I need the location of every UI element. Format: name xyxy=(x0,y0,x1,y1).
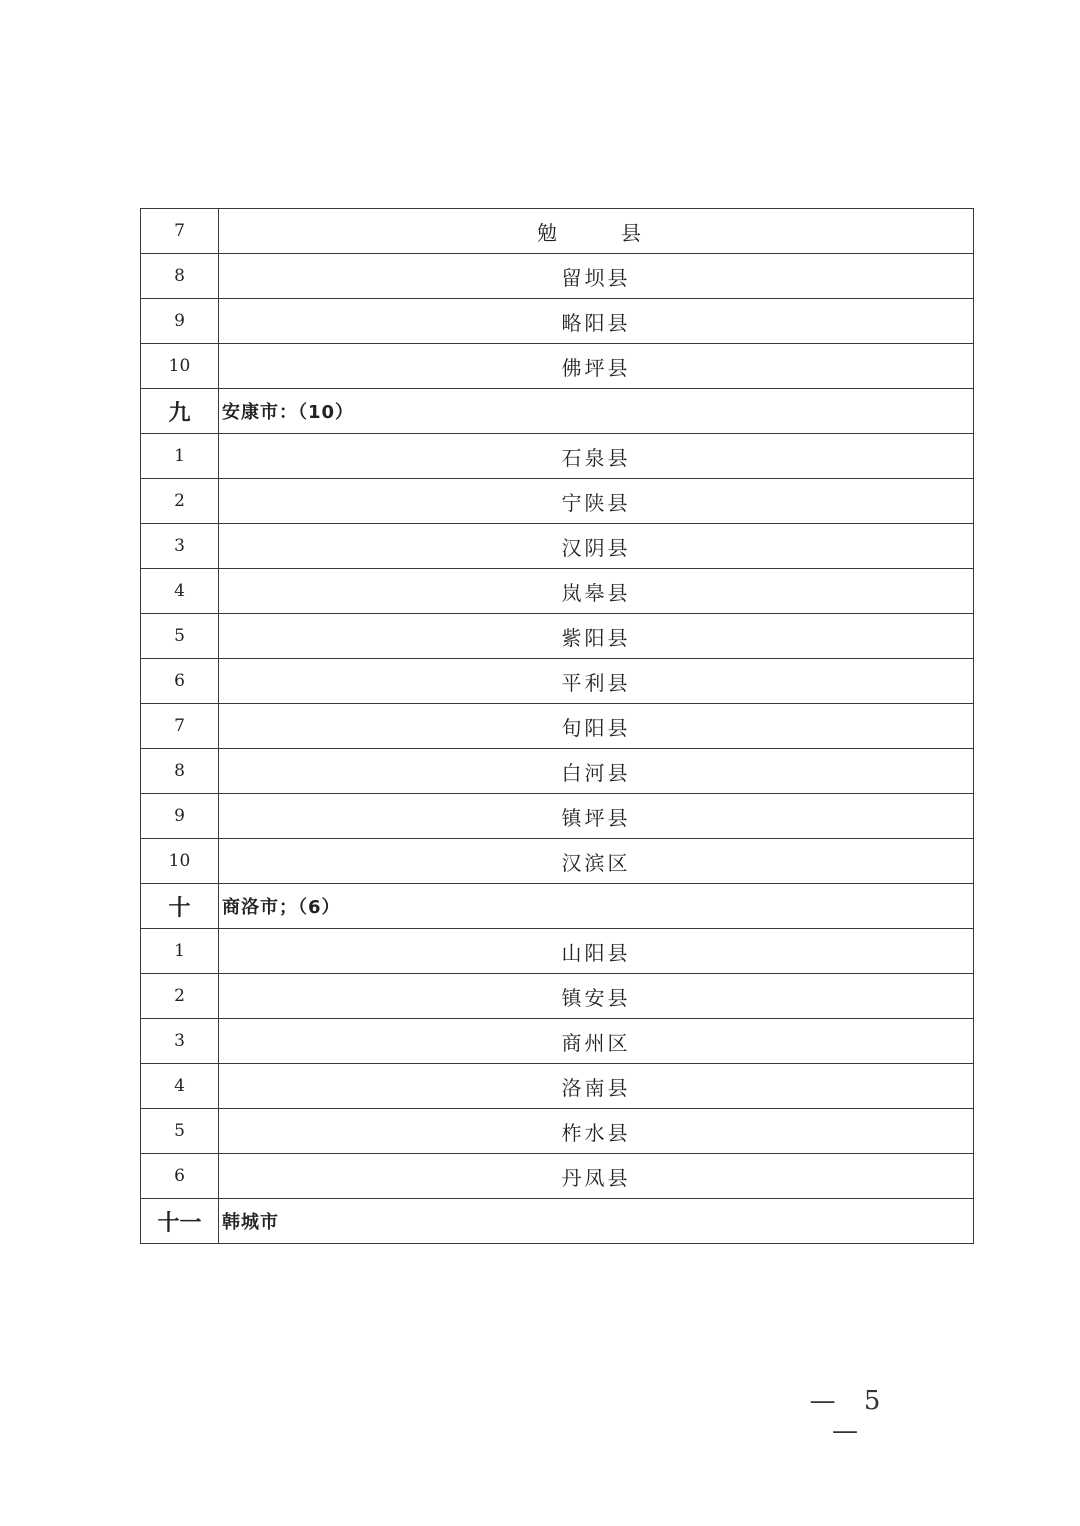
table-row xyxy=(141,839,974,884)
table-row xyxy=(141,974,974,1019)
row-number: 6 xyxy=(141,659,219,704)
section-city-name: 韩城市 xyxy=(219,1199,974,1244)
table-row xyxy=(141,434,974,479)
row-number: 8 xyxy=(141,254,219,299)
row-number: 2 xyxy=(141,974,219,1019)
section-number: 十 xyxy=(141,884,219,929)
table-row xyxy=(141,794,974,839)
county-name: 柞水县 xyxy=(219,1109,974,1154)
row-number: 7 xyxy=(141,704,219,749)
county-name: 商州区 xyxy=(219,1019,974,1064)
row-number: 6 xyxy=(141,1154,219,1199)
table-row xyxy=(141,209,974,254)
county-name: 山阳县 xyxy=(219,929,974,974)
county-list-table xyxy=(140,208,974,1244)
county-name: 岚皋县 xyxy=(219,569,974,614)
table-row xyxy=(141,929,974,974)
row-number: 1 xyxy=(141,434,219,479)
county-name: 石泉县 xyxy=(219,434,974,479)
county-name: 宁陕县 xyxy=(219,479,974,524)
table-row xyxy=(141,704,974,749)
table-row xyxy=(141,479,974,524)
section-row-hancheng xyxy=(141,1199,974,1244)
row-number: 4 xyxy=(141,1064,219,1109)
row-number: 3 xyxy=(141,1019,219,1064)
row-number: 9 xyxy=(141,299,219,344)
county-name: 洛南县 xyxy=(219,1064,974,1109)
county-name: 留坝县 xyxy=(219,254,974,299)
table-row xyxy=(141,569,974,614)
table-row xyxy=(141,299,974,344)
section-number: 九 xyxy=(141,389,219,434)
section-city-name: 商洛市；（6） xyxy=(219,884,974,929)
section-number: 十一 xyxy=(141,1199,219,1244)
section-row-ankang xyxy=(141,389,974,434)
county-name: 略阳县 xyxy=(219,299,974,344)
row-number: 9 xyxy=(141,794,219,839)
table-row xyxy=(141,1109,974,1154)
table-row xyxy=(141,524,974,569)
row-number: 2 xyxy=(141,479,219,524)
page-number: — 5 — xyxy=(809,1386,891,1446)
table-row xyxy=(141,749,974,794)
county-name: 平利县 xyxy=(219,659,974,704)
county-name: 汉滨区 xyxy=(219,839,974,884)
row-number: 5 xyxy=(141,614,219,659)
row-number: 1 xyxy=(141,929,219,974)
table-row xyxy=(141,1019,974,1064)
table-row xyxy=(141,344,974,389)
county-name: 镇安县 xyxy=(219,974,974,1019)
county-name: 佛坪县 xyxy=(219,344,974,389)
row-number: 10 xyxy=(141,839,219,884)
county-name: 汉阴县 xyxy=(219,524,974,569)
county-name: 勉 县 xyxy=(219,209,974,254)
row-number: 10 xyxy=(141,344,219,389)
county-name: 丹凤县 xyxy=(219,1154,974,1199)
county-name: 紫阳县 xyxy=(219,614,974,659)
table-row xyxy=(141,1064,974,1109)
county-name: 白河县 xyxy=(219,749,974,794)
section-city-name: 安康市：（10） xyxy=(219,389,974,434)
table-row xyxy=(141,254,974,299)
row-number: 8 xyxy=(141,749,219,794)
table-row xyxy=(141,614,974,659)
row-number: 3 xyxy=(141,524,219,569)
table-row xyxy=(141,659,974,704)
table-row xyxy=(141,1154,974,1199)
row-number: 4 xyxy=(141,569,219,614)
county-name: 旬阳县 xyxy=(219,704,974,749)
section-row-shangluo xyxy=(141,884,974,929)
row-number: 7 xyxy=(141,209,219,254)
county-name: 镇坪县 xyxy=(219,794,974,839)
row-number: 5 xyxy=(141,1109,219,1154)
